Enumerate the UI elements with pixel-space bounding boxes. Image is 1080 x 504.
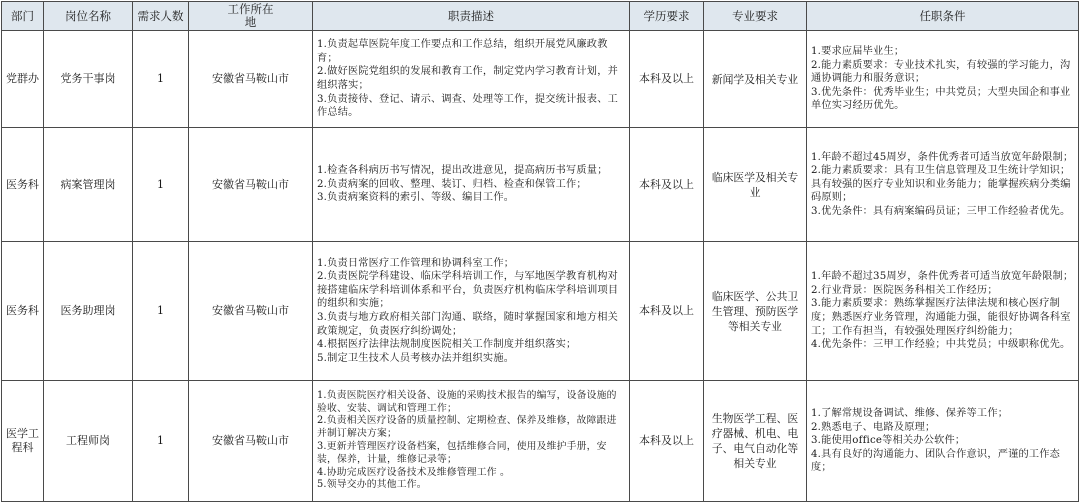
- condition-line: 1.年龄不超过45周岁，条件优秀者可适当放宽年龄限制；: [811, 151, 1074, 163]
- condition-line: 3.能使用office等相关办公软件；: [811, 435, 966, 447]
- condition-line: 3.能力素质要求：熟练掌握医疗法律法规和核心医疗制度；熟悉医疗业务管理，沟通能力强，能很好协调各科室工；工作有担当，有较强处理医疗纠纷能力；: [811, 298, 1071, 337]
- condition-line: 2.熟悉电子、电路及原理；: [811, 421, 936, 433]
- condition-line: 4.优先条件：三甲工作经验；中共党员；中级职称优先。: [811, 339, 1071, 351]
- header-education: 学历要求: [630, 2, 704, 31]
- duty-line: 1.检查各科病历书写情况，提出改进意见，提高病历书写质量；: [317, 165, 608, 177]
- cell-location: 安徽省马鞍山市: [189, 31, 313, 128]
- cell-major: 临床医学及相关专业: [704, 128, 807, 242]
- cell-dept: 医务科: [2, 242, 44, 381]
- cell-duties: [313, 31, 630, 128]
- cell-location: 安徽省马鞍山市: [189, 381, 313, 502]
- header-dept: 部门: [2, 2, 44, 31]
- cell-location: 安徽省马鞍山市: [189, 242, 313, 381]
- cell-education: 本科及以上: [630, 381, 704, 502]
- table-row: [2, 381, 1079, 502]
- duty-line: 2.负责相关医疗设备的质量控制、定期检查、保养及维修，故障跟进并制订解决方案；: [317, 415, 617, 440]
- table-row: [2, 128, 1079, 242]
- header-duties: 职责描述: [313, 2, 630, 31]
- duty-line: 3.负责与地方政府相关部门沟通、联络，随时掌握国家和地方相关政策规定，负责医疗纠纷调处；: [317, 312, 618, 337]
- header-conditions: 任职条件: [807, 2, 1079, 31]
- duty-line: 2.做好医院党组织的发展和教育工作，制定党内学习教育计划，并组织落实；: [317, 66, 618, 91]
- duty-line: 4.根据医疗法律法规制度医院相关工作制度并组织落实；: [317, 339, 577, 351]
- cell-major: 新闻学及相关专业: [704, 31, 807, 128]
- duty-line: 5.领导交办的其他工作。: [317, 479, 427, 491]
- cell-count: 1: [133, 128, 189, 242]
- duty-line: 3.负责病案资料的索引、等级、编目工作。: [317, 192, 515, 204]
- cell-position: 病案管理岗: [44, 128, 133, 242]
- duty-line: 1.负责日常医疗工作管理和协调科室工作；: [317, 257, 515, 269]
- cell-position: 党务干事岗: [44, 31, 133, 128]
- condition-line: 2.能力素质要求：具有卫生信息管理及卫生统计学知识；具有较强的医疗专业知识和业务能力；能掌握疾病分类编码原则；: [811, 165, 1071, 204]
- cell-location: 安徽省马鞍山市: [189, 128, 313, 242]
- condition-line: 2.能力素质要求：专业技术扎实，有较强的学习能力，沟通协调能力和服务意识；: [811, 59, 1071, 85]
- header-major: 专业要求: [704, 2, 807, 31]
- cell-conditions: [807, 128, 1079, 242]
- cell-duties: [313, 381, 630, 502]
- cell-conditions: [807, 242, 1079, 381]
- duty-line: 2.负责病案的回收、整理、装订、归档、检查和保管工作；: [317, 178, 587, 190]
- cell-major: 临床医学、公共卫生管理、预防医学等相关专业: [704, 242, 807, 381]
- table-row: [2, 31, 1079, 128]
- duty-line: 4.协助完成医疗设备技术及维修管理工作 。: [317, 466, 511, 478]
- cell-count: 1: [133, 381, 189, 502]
- condition-line: 2.行业背景：医院医务科相关工作经历；: [811, 284, 998, 296]
- duty-line: 5.制定卫生技术人员考核办法并组织实施。: [317, 352, 515, 364]
- cell-education: 本科及以上: [630, 31, 704, 128]
- duty-line: 1.负责起草医院年度工作要点和工作总结，组织开展党风廉政教育；: [317, 39, 608, 64]
- cell-position: 医务助理岗: [44, 242, 133, 381]
- duty-line: 2.负责医院学科建设、临床学科培训工作，与军地医学教育机构对接搭建临床学科培训体系和平台，负责医疗机构临床学科培训项目的组织和实施；: [317, 271, 619, 310]
- cell-conditions: [807, 381, 1079, 502]
- cell-education: 本科及以上: [630, 128, 704, 242]
- cell-conditions: [807, 31, 1079, 128]
- cell-education: 本科及以上: [630, 242, 704, 381]
- header-position: 岗位名称: [44, 2, 133, 31]
- recruitment-table: [1, 1, 1079, 502]
- table-row: [2, 242, 1079, 381]
- condition-line: 1.要求应届毕业生；: [811, 46, 905, 58]
- condition-line: 4.具有良好的沟通能力、团队合作意识，严谨的工作态度；: [811, 448, 1061, 474]
- cell-dept: 党群办: [2, 31, 44, 128]
- header-count: 需求人数: [133, 2, 189, 31]
- condition-line: 1.了解常规设备调试、维修、保养等工作；: [811, 408, 1009, 420]
- cell-dept: 医学工程科: [2, 381, 44, 502]
- cell-count: 1: [133, 242, 189, 381]
- header-row: [2, 2, 1079, 31]
- cell-position: 工程师岗: [44, 381, 133, 502]
- duty-line: 3.更新并管理医疗设备档案，包括维修合同，使用及维护手册，安装，保养，计量，维修记录等；: [317, 441, 607, 465]
- cell-duties: [313, 242, 630, 381]
- duty-line: 3.负责接待、登记、请示、调查、处理等工作，提交统计报表、工作总结。: [317, 93, 618, 119]
- cell-count: 1: [133, 31, 189, 128]
- cell-duties: [313, 128, 630, 242]
- duty-line: 1.负责医院医疗相关设备、设施的采购技术报告的编写，设备设施的验收、安装、调试和管理工作；: [317, 389, 617, 414]
- condition-line: 3.优先条件：优秀毕业生；中共党员；大型央国企和事业单位实习经历优先。: [811, 86, 1071, 112]
- condition-line: 3.优先条件：具有病案编码员证；三甲工作经验者优先。: [811, 205, 1071, 217]
- condition-line: 1.年龄不超过35周岁，条件优秀者可适当放宽年龄限制；: [811, 271, 1074, 283]
- header-location: 工作所在地: [189, 2, 313, 31]
- cell-major: 生物医学工程、医疗器械、机电、电子、电气自动化等相关专业: [704, 381, 807, 502]
- cell-dept: 医务科: [2, 128, 44, 242]
